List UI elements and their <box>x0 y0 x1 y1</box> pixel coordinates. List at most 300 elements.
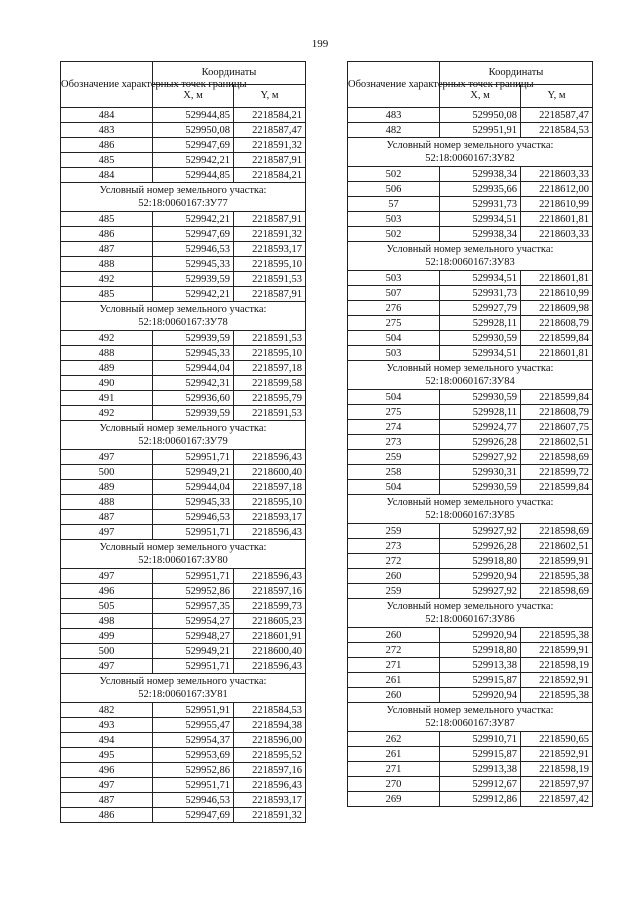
point-id: 269 <box>348 792 440 807</box>
point-id: 491 <box>61 391 153 406</box>
table-body-left <box>61 108 306 823</box>
point-id: 486 <box>61 227 153 242</box>
table-row <box>61 763 306 778</box>
y-coordinate: 2218587,91 <box>234 212 306 227</box>
point-id: 276 <box>348 301 440 316</box>
table-row <box>348 197 593 212</box>
point-id: 483 <box>348 108 440 123</box>
point-id: 262 <box>348 732 440 747</box>
table-row <box>61 242 306 257</box>
parcel-number: 52:18:0060167:ЗУ85 <box>425 510 515 521</box>
point-id: 497 <box>61 450 153 465</box>
table-row <box>61 793 306 808</box>
point-id: 492 <box>61 331 153 346</box>
table-row <box>61 495 306 510</box>
x-coordinate: 529927,92 <box>440 584 521 599</box>
y-coordinate: 2218592,91 <box>521 747 593 762</box>
y-coordinate: 2218597,18 <box>234 361 306 376</box>
table-row <box>348 584 593 599</box>
y-coordinate: 2218601,81 <box>521 271 593 286</box>
parcel-number: 52:18:0060167:ЗУ77 <box>138 198 228 209</box>
table-row <box>61 212 306 227</box>
section-title: Условный номер земельного участка: <box>99 676 267 687</box>
x-coordinate: 529948,27 <box>153 629 234 644</box>
point-id: 497 <box>61 659 153 674</box>
section-row <box>61 302 306 331</box>
x-coordinate: 529926,28 <box>440 435 521 450</box>
table-row <box>61 227 306 242</box>
point-id: 489 <box>61 480 153 495</box>
table-row <box>61 748 306 763</box>
section-heading <box>348 599 593 628</box>
x-coordinate: 529920,94 <box>440 688 521 703</box>
point-id: 500 <box>61 644 153 659</box>
point-id: 272 <box>348 643 440 658</box>
y-coordinate: 2218610,99 <box>521 286 593 301</box>
section-row <box>348 495 593 524</box>
x-coordinate: 529912,86 <box>440 792 521 807</box>
x-coordinate: 529915,87 <box>440 673 521 688</box>
x-coordinate: 529947,69 <box>153 227 234 242</box>
header-point-label: Обозначение характерных точек границы <box>61 62 153 108</box>
y-coordinate: 2218596,43 <box>234 569 306 584</box>
y-coordinate: 2218596,43 <box>234 525 306 540</box>
point-id: 492 <box>61 406 153 421</box>
point-id: 496 <box>61 584 153 599</box>
x-coordinate: 529931,73 <box>440 286 521 301</box>
point-id: 489 <box>61 361 153 376</box>
section-title: Условный номер земельного участка: <box>99 185 267 196</box>
x-coordinate: 529918,80 <box>440 554 521 569</box>
y-coordinate: 2218599,84 <box>521 331 593 346</box>
section-heading <box>348 138 593 167</box>
header-coordinates: Координаты <box>440 62 593 85</box>
y-coordinate: 2218609,98 <box>521 301 593 316</box>
y-coordinate: 2218584,21 <box>234 108 306 123</box>
table-row <box>348 346 593 361</box>
table-row <box>348 673 593 688</box>
section-row <box>61 540 306 569</box>
x-coordinate: 529912,67 <box>440 777 521 792</box>
table-row <box>348 405 593 420</box>
y-coordinate: 2218595,10 <box>234 346 306 361</box>
y-coordinate: 2218595,10 <box>234 257 306 272</box>
table-row <box>61 153 306 168</box>
section-title: Условный номер земельного участка: <box>99 423 267 434</box>
x-coordinate: 529931,73 <box>440 197 521 212</box>
parcel-number: 52:18:0060167:ЗУ78 <box>138 317 228 328</box>
point-id: 274 <box>348 420 440 435</box>
table-row <box>61 465 306 480</box>
point-id: 57 <box>348 197 440 212</box>
table-row <box>348 643 593 658</box>
point-id: 260 <box>348 569 440 584</box>
point-id: 261 <box>348 673 440 688</box>
coordinates-table-left <box>60 61 306 823</box>
table-row <box>61 272 306 287</box>
x-coordinate: 529951,71 <box>153 525 234 540</box>
y-coordinate: 2218608,79 <box>521 405 593 420</box>
table-row <box>61 406 306 421</box>
parcel-number: 52:18:0060167:ЗУ82 <box>425 153 515 164</box>
y-coordinate: 2218601,91 <box>234 629 306 644</box>
point-id: 493 <box>61 718 153 733</box>
table-row <box>348 123 593 138</box>
point-id: 259 <box>348 584 440 599</box>
section-heading <box>348 242 593 271</box>
x-coordinate: 529913,38 <box>440 658 521 673</box>
table-row <box>348 301 593 316</box>
table-row <box>348 435 593 450</box>
table-row <box>348 569 593 584</box>
point-id: 494 <box>61 733 153 748</box>
y-coordinate: 2218593,17 <box>234 793 306 808</box>
x-coordinate: 529944,85 <box>153 108 234 123</box>
section-heading <box>348 703 593 732</box>
section-row <box>348 361 593 390</box>
x-coordinate: 529939,59 <box>153 272 234 287</box>
x-coordinate: 529930,59 <box>440 480 521 495</box>
y-coordinate: 2218591,32 <box>234 227 306 242</box>
page-number: 199 <box>311 38 329 50</box>
x-coordinate: 529942,21 <box>153 287 234 302</box>
section-title: Условный номер земельного участка: <box>386 363 554 374</box>
y-coordinate: 2218592,91 <box>521 673 593 688</box>
x-coordinate: 529928,11 <box>440 316 521 331</box>
x-coordinate: 529951,71 <box>153 659 234 674</box>
point-id: 505 <box>61 599 153 614</box>
x-coordinate: 529920,94 <box>440 628 521 643</box>
table-row <box>61 703 306 718</box>
y-coordinate: 2218596,43 <box>234 450 306 465</box>
y-coordinate: 2218593,17 <box>234 242 306 257</box>
point-id: 496 <box>61 763 153 778</box>
x-coordinate: 529954,27 <box>153 614 234 629</box>
point-id: 484 <box>61 168 153 183</box>
point-id: 495 <box>61 748 153 763</box>
coordinates-table-right <box>347 61 593 807</box>
x-coordinate: 529952,86 <box>153 763 234 778</box>
y-coordinate: 2218595,10 <box>234 495 306 510</box>
x-coordinate: 529952,86 <box>153 584 234 599</box>
point-id: 497 <box>61 569 153 584</box>
point-id: 502 <box>348 227 440 242</box>
table-row <box>348 182 593 197</box>
header-y: Y, м <box>521 85 593 108</box>
table-row <box>61 376 306 391</box>
point-id: 503 <box>348 271 440 286</box>
y-coordinate: 2218608,79 <box>521 316 593 331</box>
x-coordinate: 529927,92 <box>440 450 521 465</box>
point-id: 273 <box>348 539 440 554</box>
y-coordinate: 2218610,99 <box>521 197 593 212</box>
x-coordinate: 529951,91 <box>153 703 234 718</box>
section-row <box>348 138 593 167</box>
point-id: 504 <box>348 390 440 405</box>
table-body-right <box>348 108 593 807</box>
table-row <box>61 123 306 138</box>
y-coordinate: 2218596,43 <box>234 778 306 793</box>
x-coordinate: 529955,47 <box>153 718 234 733</box>
point-id: 498 <box>61 614 153 629</box>
table-row <box>348 271 593 286</box>
table-row <box>61 138 306 153</box>
section-title: Условный номер земельного участка: <box>386 497 554 508</box>
y-coordinate: 2218587,91 <box>234 287 306 302</box>
x-coordinate: 529927,92 <box>440 524 521 539</box>
x-coordinate: 529942,31 <box>153 376 234 391</box>
y-coordinate: 2218603,33 <box>521 167 593 182</box>
table-row <box>348 539 593 554</box>
section-heading <box>61 421 306 450</box>
parcel-number: 52:18:0060167:ЗУ84 <box>425 376 515 387</box>
x-coordinate: 529938,34 <box>440 227 521 242</box>
x-coordinate: 529942,21 <box>153 153 234 168</box>
y-coordinate: 2218584,53 <box>234 703 306 718</box>
section-title: Условный номер земельного участка: <box>386 705 554 716</box>
y-coordinate: 2218591,32 <box>234 138 306 153</box>
point-id: 273 <box>348 435 440 450</box>
section-row <box>61 421 306 450</box>
y-coordinate: 2218602,51 <box>521 435 593 450</box>
table-row <box>348 524 593 539</box>
table-row <box>348 777 593 792</box>
y-coordinate: 2218597,16 <box>234 763 306 778</box>
x-coordinate: 529938,34 <box>440 167 521 182</box>
table-row <box>348 480 593 495</box>
x-coordinate: 529954,37 <box>153 733 234 748</box>
point-id: 500 <box>61 465 153 480</box>
point-id: 497 <box>61 525 153 540</box>
y-coordinate: 2218591,53 <box>234 406 306 421</box>
point-id: 499 <box>61 629 153 644</box>
table-row <box>348 212 593 227</box>
table-row <box>61 614 306 629</box>
section-heading <box>348 361 593 390</box>
section-heading <box>348 495 593 524</box>
x-coordinate: 529951,71 <box>153 778 234 793</box>
y-coordinate: 2218598,69 <box>521 584 593 599</box>
x-coordinate: 529936,60 <box>153 391 234 406</box>
x-coordinate: 529924,77 <box>440 420 521 435</box>
y-coordinate: 2218595,52 <box>234 748 306 763</box>
y-coordinate: 2218587,91 <box>234 153 306 168</box>
table-row <box>348 747 593 762</box>
x-coordinate: 529953,69 <box>153 748 234 763</box>
y-coordinate: 2218599,91 <box>521 643 593 658</box>
point-id: 483 <box>61 123 153 138</box>
table-row <box>348 316 593 331</box>
y-coordinate: 2218598,19 <box>521 762 593 777</box>
section-heading <box>61 302 306 331</box>
y-coordinate: 2218597,97 <box>521 777 593 792</box>
section-row <box>61 183 306 212</box>
point-id: 260 <box>348 628 440 643</box>
y-coordinate: 2218612,00 <box>521 182 593 197</box>
y-coordinate: 2218599,72 <box>521 465 593 480</box>
section-heading <box>61 674 306 703</box>
point-id: 487 <box>61 510 153 525</box>
x-coordinate: 529949,21 <box>153 465 234 480</box>
y-coordinate: 2218599,73 <box>234 599 306 614</box>
header-y: Y, м <box>234 85 306 108</box>
x-coordinate: 529957,35 <box>153 599 234 614</box>
y-coordinate: 2218595,79 <box>234 391 306 406</box>
table-row <box>348 420 593 435</box>
table-row <box>348 658 593 673</box>
y-coordinate: 2218590,65 <box>521 732 593 747</box>
parcel-number: 52:18:0060167:ЗУ87 <box>425 718 515 729</box>
table-row <box>61 168 306 183</box>
table-row <box>61 510 306 525</box>
point-id: 490 <box>61 376 153 391</box>
x-coordinate: 529944,85 <box>153 168 234 183</box>
y-coordinate: 2218599,58 <box>234 376 306 391</box>
section-row <box>348 703 593 732</box>
x-coordinate: 529942,21 <box>153 212 234 227</box>
y-coordinate: 2218602,51 <box>521 539 593 554</box>
point-id: 488 <box>61 495 153 510</box>
section-heading <box>61 183 306 212</box>
section-title: Условный номер земельного участка: <box>386 601 554 612</box>
table-row <box>348 554 593 569</box>
section-row <box>348 242 593 271</box>
y-coordinate: 2218598,19 <box>521 658 593 673</box>
table-row <box>348 732 593 747</box>
x-coordinate: 529939,59 <box>153 406 234 421</box>
x-coordinate: 529930,31 <box>440 465 521 480</box>
y-coordinate: 2218599,91 <box>521 554 593 569</box>
y-coordinate: 2218599,84 <box>521 390 593 405</box>
section-title: Условный номер земельного участка: <box>99 542 267 553</box>
y-coordinate: 2218601,81 <box>521 346 593 361</box>
x-coordinate: 529945,33 <box>153 257 234 272</box>
section-row <box>61 674 306 703</box>
section-heading <box>61 540 306 569</box>
header-x: X, м <box>440 85 521 108</box>
parcel-number: 52:18:0060167:ЗУ79 <box>138 436 228 447</box>
y-coordinate: 2218595,38 <box>521 569 593 584</box>
x-coordinate: 529930,59 <box>440 390 521 405</box>
y-coordinate: 2218594,38 <box>234 718 306 733</box>
y-coordinate: 2218599,84 <box>521 480 593 495</box>
point-id: 497 <box>61 778 153 793</box>
y-coordinate: 2218597,18 <box>234 480 306 495</box>
point-id: 503 <box>348 212 440 227</box>
parcel-number: 52:18:0060167:ЗУ80 <box>138 555 228 566</box>
y-coordinate: 2218591,53 <box>234 272 306 287</box>
y-coordinate: 2218596,00 <box>234 733 306 748</box>
point-id: 507 <box>348 286 440 301</box>
point-id: 261 <box>348 747 440 762</box>
point-id: 487 <box>61 793 153 808</box>
table-row <box>348 450 593 465</box>
x-coordinate: 529944,04 <box>153 361 234 376</box>
table-row <box>61 346 306 361</box>
table-row <box>61 361 306 376</box>
point-id: 488 <box>61 346 153 361</box>
point-id: 275 <box>348 405 440 420</box>
y-coordinate: 2218598,69 <box>521 450 593 465</box>
point-id: 275 <box>348 316 440 331</box>
point-id: 485 <box>61 212 153 227</box>
table-row <box>348 792 593 807</box>
header-x: X, м <box>153 85 234 108</box>
table-row <box>61 718 306 733</box>
point-id: 258 <box>348 465 440 480</box>
table-row <box>61 808 306 823</box>
table-row <box>348 227 593 242</box>
y-coordinate: 2218603,33 <box>521 227 593 242</box>
table-row <box>61 569 306 584</box>
x-coordinate: 529915,87 <box>440 747 521 762</box>
y-coordinate: 2218595,38 <box>521 628 593 643</box>
x-coordinate: 529947,69 <box>153 138 234 153</box>
x-coordinate: 529951,91 <box>440 123 521 138</box>
x-coordinate: 529918,80 <box>440 643 521 658</box>
y-coordinate: 2218597,16 <box>234 584 306 599</box>
table-row <box>348 688 593 703</box>
section-title: Условный номер земельного участка: <box>386 140 554 151</box>
x-coordinate: 529934,51 <box>440 212 521 227</box>
table-row <box>61 733 306 748</box>
point-id: 506 <box>348 182 440 197</box>
y-coordinate: 2218598,69 <box>521 524 593 539</box>
x-coordinate: 529910,71 <box>440 732 521 747</box>
y-coordinate: 2218607,75 <box>521 420 593 435</box>
y-coordinate: 2218587,47 <box>521 108 593 123</box>
y-coordinate: 2218591,53 <box>234 331 306 346</box>
point-id: 270 <box>348 777 440 792</box>
table-row <box>61 584 306 599</box>
x-coordinate: 529934,51 <box>440 346 521 361</box>
parcel-number: 52:18:0060167:ЗУ81 <box>138 689 228 700</box>
x-coordinate: 529927,79 <box>440 301 521 316</box>
point-id: 484 <box>61 108 153 123</box>
x-coordinate: 529946,53 <box>153 510 234 525</box>
table-row <box>61 331 306 346</box>
x-coordinate: 529946,53 <box>153 793 234 808</box>
x-coordinate: 529928,11 <box>440 405 521 420</box>
table-row <box>348 286 593 301</box>
x-coordinate: 529939,59 <box>153 331 234 346</box>
x-coordinate: 529913,38 <box>440 762 521 777</box>
point-id: 504 <box>348 331 440 346</box>
table-row <box>61 480 306 495</box>
table-row <box>61 108 306 123</box>
y-coordinate: 2218601,81 <box>521 212 593 227</box>
point-id: 503 <box>348 346 440 361</box>
x-coordinate: 529944,04 <box>153 480 234 495</box>
point-id: 271 <box>348 658 440 673</box>
x-coordinate: 529950,08 <box>440 108 521 123</box>
x-coordinate: 529949,21 <box>153 644 234 659</box>
x-coordinate: 529935,66 <box>440 182 521 197</box>
header-coordinates: Координаты <box>153 62 306 85</box>
header-point-label: Обозначение характерных точек границы <box>348 62 440 108</box>
table-row <box>61 644 306 659</box>
x-coordinate: 529920,94 <box>440 569 521 584</box>
y-coordinate: 2218591,32 <box>234 808 306 823</box>
x-coordinate: 529947,69 <box>153 808 234 823</box>
table-row <box>348 331 593 346</box>
point-id: 259 <box>348 450 440 465</box>
x-coordinate: 529926,28 <box>440 539 521 554</box>
table-row <box>61 391 306 406</box>
section-title: Условный номер земельного участка: <box>386 244 554 255</box>
y-coordinate: 2218593,17 <box>234 510 306 525</box>
y-coordinate: 2218595,38 <box>521 688 593 703</box>
